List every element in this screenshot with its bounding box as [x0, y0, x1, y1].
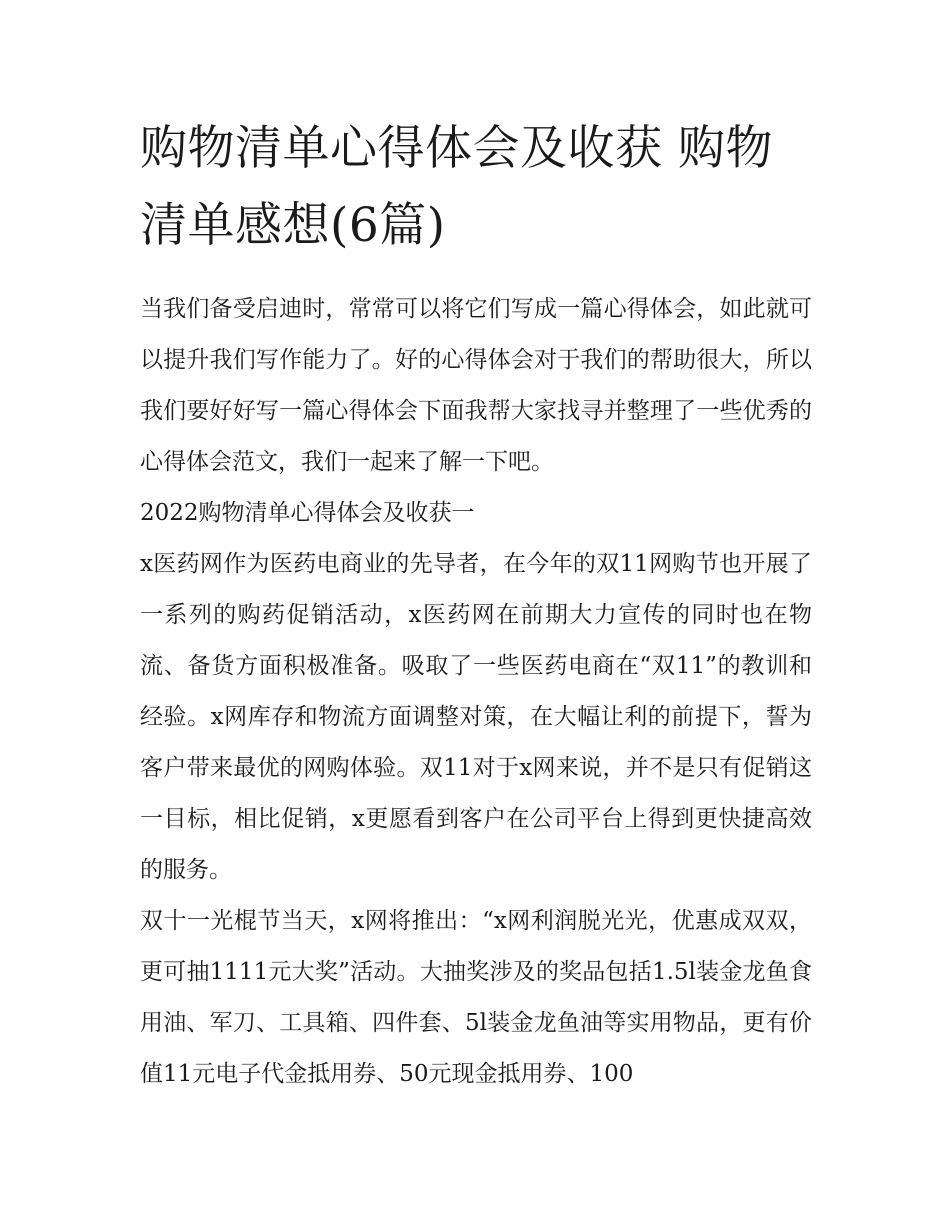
section-heading: 2022购物清单心得体会及收获一	[140, 500, 475, 526]
document-title: 购物清单心得体会及收获 购物清单感想(6篇)	[140, 121, 773, 253]
intro-paragraph: 当我们备受启迪时，常常可以将它们写成一篇心得体会，如此就可以提升我们写作能力了。好的心得体会对于我们的帮助很大，所以我们要好好写一篇心得体会下面我帮大家找寻并整理了一些优秀的心得体会范文，我们一起来了解一下吧。	[140, 296, 812, 475]
body-paragraph-2: 双十一光棍节当天，x网将推出：“x网利润脱光光，优惠成双双，更可抽1111元大奖”活动。大抽奖涉及的奖品包括1.5l装金龙鱼食用油、军刀、工具箱、四件套、5l装金龙鱼油等实用物品，更有价值11元电子代金抵用券、50元现金抵用券、100	[140, 908, 812, 1087]
title-spacer	[140, 264, 812, 284]
document-page	[140, 110, 812, 1100]
body-paragraph-1: x医药网作为医药电商业的先导者，在今年的双11网购节也开展了一系列的购药促销活动，x医药网在前期大力宣传的同时也在物流、备货方面积极准备。吸取了一些医药电商在“双11”的教训和经验。x网库存和物流方面调整对策，在大幅让利的前提下，誓为客户带来最优的网购体验。双11对于x网来说，并不是只有促销这一目标，相比促销，x更愿看到客户在公司平台上得到更快捷高效的服务。	[140, 551, 812, 883]
